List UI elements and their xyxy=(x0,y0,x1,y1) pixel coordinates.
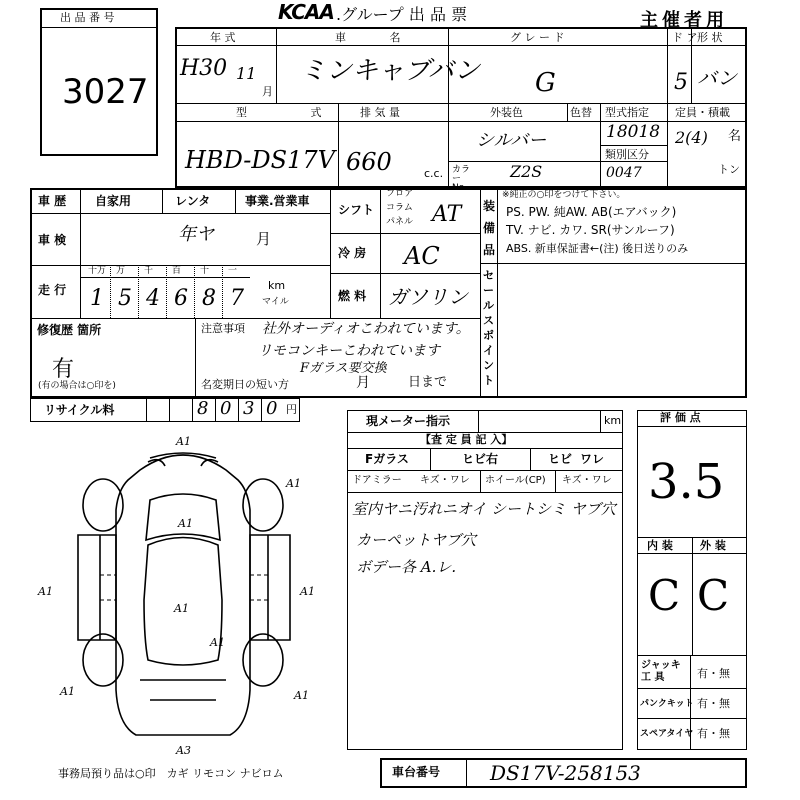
diagram-mark-4: A1 xyxy=(38,585,53,598)
meter-label: 現メーター指示 xyxy=(366,414,451,428)
mileage-unit-label: 千 xyxy=(144,266,154,276)
mileage-unit-label: 万 xyxy=(116,266,126,276)
shift-option-panel: パネル xyxy=(386,217,414,227)
fuel-label: 燃 料 xyxy=(338,289,367,303)
expiry-day: 日まで xyxy=(408,375,448,390)
jack-label: ジャッキ 工 具 xyxy=(641,660,681,683)
grade-value: G xyxy=(535,68,556,98)
model-designation-value: 18018 xyxy=(606,122,661,142)
fuel-value: ガソリン xyxy=(388,285,468,309)
ton-unit: トン xyxy=(718,163,740,176)
recycle-label: リサイクル料 xyxy=(44,403,115,417)
wheel-label: ホイール(CP) xyxy=(485,475,546,486)
puncture-label: パンクキット xyxy=(640,699,694,709)
inspection-month-unit: 月 xyxy=(256,230,272,248)
lot-number-label: 出 品 番 号 xyxy=(60,11,115,24)
shift-option-floor: フロア xyxy=(386,189,414,199)
capacity-label: 定員・積載 xyxy=(675,106,730,119)
year-value: H30 xyxy=(180,56,228,81)
color-swap-label: 色替 xyxy=(570,106,592,119)
month-unit: 月 xyxy=(262,85,273,98)
repair-label: 修復歴 箇所 xyxy=(37,323,102,337)
equipment-row-1: PS. PW. 純AW. AB(エアバック) xyxy=(506,205,677,219)
mileage-digit: 8 xyxy=(202,286,216,311)
model-label: 型 式 xyxy=(236,106,352,119)
meter-unit: km xyxy=(604,414,622,427)
inspection-label: 車 検 xyxy=(38,233,67,247)
recycle-digit: 3 xyxy=(243,398,255,419)
capacity-value: 2(4) xyxy=(675,128,708,147)
chassis-label: 車台番号 xyxy=(392,765,441,779)
shift-option-column: コラム xyxy=(386,203,413,213)
expiry-label: 名変期日の短い方 xyxy=(201,378,289,391)
history-option-rental: レンタ xyxy=(175,194,211,208)
diagram-mark-1: A1 xyxy=(176,435,191,448)
recycle-unit: 円 xyxy=(286,403,297,416)
diagram-mark-5: A1 xyxy=(300,585,315,598)
category-label: 類別区分 xyxy=(605,148,649,161)
glass-option-break: ワレ xyxy=(580,452,605,466)
history-option-business: 事業.営業車 xyxy=(245,194,310,208)
expiry-month: 月 xyxy=(356,375,370,391)
interior-value: C xyxy=(648,571,681,620)
engine-value: 660 xyxy=(346,148,392,176)
mileage-digit: 1 xyxy=(90,286,104,311)
color-label: 外装色 xyxy=(490,106,523,119)
remark-line-2: カーペットヤブ穴 xyxy=(356,531,477,549)
inspector-label: 【査 定 員 記 入】 xyxy=(420,433,513,446)
year-label: 年 式 xyxy=(210,31,236,44)
diagram-mark-10: A3 xyxy=(176,744,191,757)
ac-label: 冷 房 xyxy=(338,246,367,260)
diagram-mark-9: A1 xyxy=(294,689,309,702)
notes-line-3: Fガラス要交換 xyxy=(300,361,387,376)
category-value: 0047 xyxy=(606,165,642,181)
equipment-note: ※純正の○印をつけて下さい。 xyxy=(502,190,626,200)
equipment-row-2: TV. ナビ. カワ. SR(サンルーフ) xyxy=(506,223,675,237)
rating-label: 評 価 点 xyxy=(660,411,701,424)
glass-label: Fガラス xyxy=(365,452,409,466)
interior-label: 内 装 xyxy=(647,539,673,552)
keys-note: 事務局預り品は○印 カギ リモコン ナビロム xyxy=(58,767,284,780)
mirror-label: ドアミラー xyxy=(352,475,402,486)
model-designation-label: 型式指定 xyxy=(605,106,649,119)
inspection-mark: 年ヤ xyxy=(178,224,214,245)
mileage-digit: 6 xyxy=(174,286,188,311)
recycle-digit: 0 xyxy=(266,398,278,419)
sales-point-label: セールスポイント xyxy=(483,269,494,387)
diagram-mark-2: A1 xyxy=(286,477,301,490)
mileage-digit: 5 xyxy=(118,286,132,311)
diagram-mark-6: A1 xyxy=(174,602,189,615)
mile-label: マイル xyxy=(262,297,289,307)
body-type-value: バン xyxy=(697,66,737,90)
diagram-mark-3: A1 xyxy=(178,517,193,530)
diagram-mark-7: A1 xyxy=(210,636,225,649)
diagram-mark-8: A1 xyxy=(60,685,75,698)
glass-option-crack: ヒビ xyxy=(548,452,573,466)
wheel-options: キズ・ワレ xyxy=(562,475,612,486)
mileage-unit-label: 十万 xyxy=(88,266,107,276)
notes-line-1: 社外オーディオこわれています。 xyxy=(262,321,470,337)
lot-number-value: 3027 xyxy=(62,72,149,112)
glass-mark: ヒビ右 xyxy=(462,452,499,466)
recycle-digit: 0 xyxy=(220,398,232,419)
exterior-label: 外 装 xyxy=(700,539,726,552)
puncture-option: 有・無 xyxy=(697,697,730,710)
header-role: 主催者用 xyxy=(640,10,728,31)
jack-option: 有・無 xyxy=(697,667,730,680)
mileage-unit-label: 十 xyxy=(200,266,210,276)
grade-label: グ レ ー ド xyxy=(510,31,565,44)
mileage-digit: 7 xyxy=(230,286,244,311)
color-value: シルバー xyxy=(476,130,547,151)
equipment-side-label: 装備品 xyxy=(483,199,496,257)
color-no-label: カラー No. xyxy=(452,165,471,193)
spare-option: 有・無 xyxy=(697,727,730,740)
history-label: 車 歴 xyxy=(38,194,67,208)
color-no-value: Z2S xyxy=(510,162,543,181)
header-logo: KCAA xyxy=(278,0,334,24)
capacity-unit: 名 xyxy=(728,129,742,144)
spare-label: スペアタイヤ xyxy=(640,729,694,739)
model-value: HBD-DS17V xyxy=(185,146,335,174)
shift-value: AT xyxy=(432,202,462,227)
engine-label: 排 気 量 xyxy=(360,106,400,119)
body-type-label: 形 状 xyxy=(697,31,723,44)
ac-value: AC xyxy=(404,242,440,270)
doors-value: 5 xyxy=(674,70,688,95)
header-title: .グループ 出 品 票 xyxy=(336,5,468,24)
notes-line-2: リモコンキーこわれています xyxy=(258,343,440,359)
history-option-private: 自家用 xyxy=(95,194,132,208)
mileage-unit-label: 一 xyxy=(228,266,238,276)
engine-unit: c.c. xyxy=(424,167,444,180)
mirror-options: キズ・ワレ xyxy=(420,475,470,486)
doors-label: ド ア xyxy=(672,31,698,44)
mileage-unit-label: 百 xyxy=(172,266,182,276)
km-label: km xyxy=(268,279,286,292)
shift-label: シフト xyxy=(338,203,375,217)
equipment-row-3: ABS. 新車保証書←(注) 後日送りのみ xyxy=(506,242,689,255)
recycle-digit: 8 xyxy=(197,398,209,419)
chassis-value: DS17V-258153 xyxy=(490,761,641,785)
rating-score: 3.5 xyxy=(648,454,725,510)
remark-line-1: 室内ヤニ汚れニオイ シートシミ ヤブ穴 xyxy=(352,500,616,518)
mileage-label: 走 行 xyxy=(38,283,67,297)
mileage-digit: 4 xyxy=(146,286,160,311)
notes-label: 注意事項 xyxy=(201,322,245,335)
car-name-label: 車 名 xyxy=(335,31,421,44)
month-value: 11 xyxy=(236,64,257,83)
remark-line-3: ボデー各 A.レ. xyxy=(356,558,457,576)
repair-note: (有の場合は○印を) xyxy=(38,381,116,391)
repair-value: 有 xyxy=(52,357,75,382)
car-name-value: ミンキャブバン xyxy=(300,56,480,86)
exterior-value: C xyxy=(697,571,730,620)
